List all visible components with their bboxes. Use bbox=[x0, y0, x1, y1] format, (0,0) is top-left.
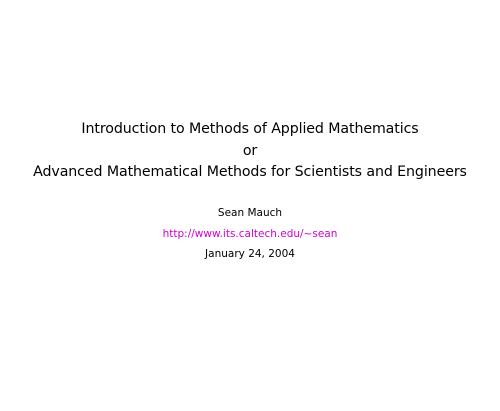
document-title-line-1: Introduction to Methods of Applied Mathematics bbox=[81, 121, 419, 137]
document-title-line-2: Advanced Mathematical Methods for Scientists and Engineers bbox=[33, 164, 467, 180]
author-name: Sean Mauch bbox=[217, 207, 283, 219]
author-block bbox=[0, 205, 500, 242]
document-title-connector: or bbox=[242, 142, 258, 159]
author-url-link[interactable]: http://www.its.caltech.edu/~sean bbox=[162, 228, 338, 240]
date-block bbox=[0, 246, 500, 262]
title-block bbox=[0, 119, 500, 184]
document-date: January 24, 2004 bbox=[205, 248, 295, 260]
